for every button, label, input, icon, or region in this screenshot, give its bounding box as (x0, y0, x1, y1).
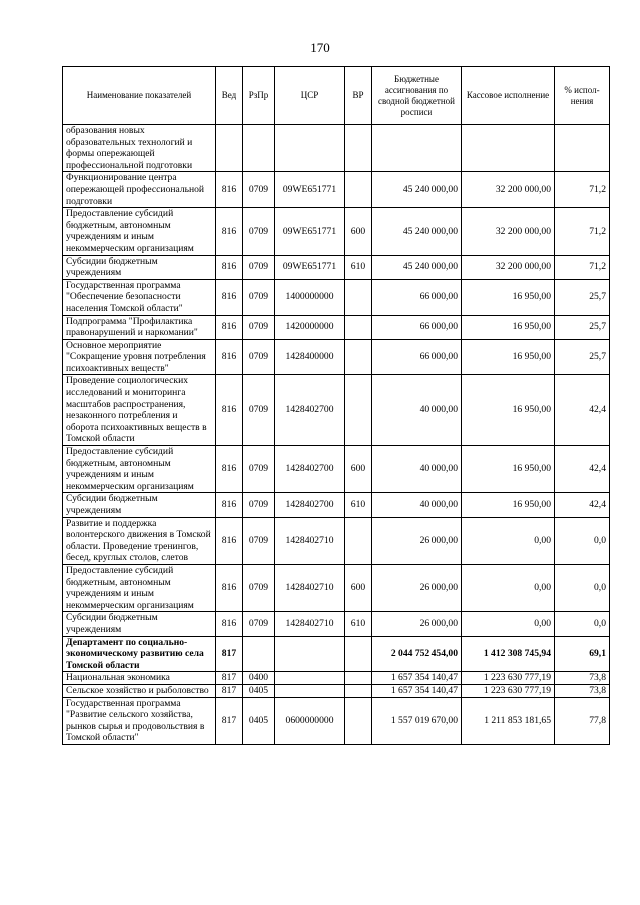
cell-ved: 816 (216, 279, 243, 315)
cell-percent: 0,0 (555, 517, 610, 564)
header-csr: ЦСР (275, 67, 345, 125)
table-row (63, 697, 610, 744)
table-row (63, 172, 610, 208)
cell-rzpr: 0709 (243, 315, 275, 339)
page-number: 170 (310, 40, 330, 55)
cell-name: Предоставление субсидий бюджетным, автономным учреждениям и иным некоммерческим организациям (63, 564, 216, 611)
cell-budget: 45 240 000,00 (372, 255, 462, 279)
cell-budget: 66 000,00 (372, 339, 462, 375)
cell-rzpr: 0709 (243, 493, 275, 517)
cell-rzpr: 0709 (243, 375, 275, 446)
budget-execution-table (62, 66, 610, 745)
cell-budget (372, 125, 462, 172)
cell-budget: 66 000,00 (372, 279, 462, 315)
cell-name: Государственная программа "Обеспечение безопасности населения Томской области" (63, 279, 216, 315)
cell-cash: 16 950,00 (462, 339, 555, 375)
cell-vr (345, 684, 372, 697)
cell-rzpr: 0709 (243, 279, 275, 315)
cell-name: Подпрограмма "Профилактика правонарушений и наркомании" (63, 315, 216, 339)
cell-budget: 66 000,00 (372, 315, 462, 339)
table-row (63, 125, 610, 172)
cell-csr: 1428402710 (275, 517, 345, 564)
cell-cash: 0,00 (462, 564, 555, 611)
header-budget: Бюджетные ассигнования по сводной бюджетной росписи (372, 67, 462, 125)
cell-percent: 71,2 (555, 208, 610, 255)
cell-vr: 610 (345, 255, 372, 279)
cell-percent: 42,4 (555, 446, 610, 493)
cell-rzpr: 0709 (243, 255, 275, 279)
cell-ved: 816 (216, 339, 243, 375)
cell-percent: 73,8 (555, 672, 610, 685)
cell-rzpr: 0405 (243, 697, 275, 744)
cell-rzpr: 0709 (243, 208, 275, 255)
cell-csr: 1428400000 (275, 339, 345, 375)
cell-name: Проведение социологических исследований и мониторинга масштабов распространения, незаконного потребления и оборота психоактивных веществ в Томской области (63, 375, 216, 446)
table-row (63, 636, 610, 672)
cell-cash: 1 211 853 181,65 (462, 697, 555, 744)
cell-name: Предоставление субсидий бюджетным, автономным учреждениям и иным некоммерческим организациям (63, 446, 216, 493)
cell-name: Основное мероприятие "Сокращение уровня потребления психоактивных веществ" (63, 339, 216, 375)
cell-name: Национальная экономика (63, 672, 216, 685)
cell-csr: 1428402710 (275, 612, 345, 636)
cell-cash: 16 950,00 (462, 493, 555, 517)
cell-percent: 77,8 (555, 697, 610, 744)
cell-csr: 09WE651771 (275, 172, 345, 208)
cell-budget: 1 657 354 140,47 (372, 672, 462, 685)
header-cash: Кассовое исполнение (462, 67, 555, 125)
table-row (63, 208, 610, 255)
cell-budget: 45 240 000,00 (372, 172, 462, 208)
cell-percent: 42,4 (555, 493, 610, 517)
cell-vr: 610 (345, 612, 372, 636)
cell-ved: 817 (216, 672, 243, 685)
cell-csr: 1428402700 (275, 493, 345, 517)
cell-name: Субсидии бюджетным учреждениям (63, 493, 216, 517)
cell-budget: 45 240 000,00 (372, 208, 462, 255)
table-row (63, 255, 610, 279)
cell-ved: 816 (216, 172, 243, 208)
cell-name: Сельское хозяйство и рыболовство (63, 684, 216, 697)
cell-budget: 40 000,00 (372, 375, 462, 446)
cell-budget: 1 557 019 670,00 (372, 697, 462, 744)
cell-csr: 09WE651771 (275, 255, 345, 279)
header-rzpr: РзПр (243, 67, 275, 125)
cell-percent: 71,2 (555, 255, 610, 279)
header-ved: Вед (216, 67, 243, 125)
cell-budget: 1 657 354 140,47 (372, 684, 462, 697)
table-row (63, 279, 610, 315)
cell-vr: 600 (345, 446, 372, 493)
cell-cash: 16 950,00 (462, 279, 555, 315)
cell-csr: 1420000000 (275, 315, 345, 339)
cell-rzpr: 0709 (243, 612, 275, 636)
header-vr: ВР (345, 67, 372, 125)
cell-ved (216, 125, 243, 172)
cell-csr: 0600000000 (275, 697, 345, 744)
cell-cash: 0,00 (462, 517, 555, 564)
cell-name: Субсидии бюджетным учреждениям (63, 612, 216, 636)
cell-name: Департамент по социально-экономическому развитию села Томской области (63, 636, 216, 672)
cell-cash: 16 950,00 (462, 375, 555, 446)
cell-budget: 26 000,00 (372, 517, 462, 564)
cell-budget: 26 000,00 (372, 612, 462, 636)
cell-rzpr: 0709 (243, 564, 275, 611)
table-row (63, 612, 610, 636)
cell-vr (345, 172, 372, 208)
cell-rzpr: 0709 (243, 446, 275, 493)
cell-cash: 16 950,00 (462, 315, 555, 339)
cell-vr (345, 636, 372, 672)
cell-rzpr: 0405 (243, 684, 275, 697)
cell-csr (275, 684, 345, 697)
table-row (63, 446, 610, 493)
cell-cash: 1 223 630 777,19 (462, 672, 555, 685)
cell-budget: 40 000,00 (372, 446, 462, 493)
cell-vr (345, 697, 372, 744)
cell-csr: 1428402700 (275, 375, 345, 446)
cell-csr: 09WE651771 (275, 208, 345, 255)
cell-cash: 1 223 630 777,19 (462, 684, 555, 697)
cell-percent: 0,0 (555, 564, 610, 611)
table-row (63, 493, 610, 517)
cell-vr (345, 279, 372, 315)
cell-percent: 73,8 (555, 684, 610, 697)
cell-ved: 816 (216, 446, 243, 493)
table-row (63, 315, 610, 339)
cell-percent: 25,7 (555, 339, 610, 375)
cell-rzpr: 0709 (243, 517, 275, 564)
cell-cash: 32 200 000,00 (462, 208, 555, 255)
cell-percent: 25,7 (555, 279, 610, 315)
cell-budget: 40 000,00 (372, 493, 462, 517)
cell-vr (345, 517, 372, 564)
cell-ved: 816 (216, 208, 243, 255)
cell-rzpr: 0400 (243, 672, 275, 685)
table-row (63, 517, 610, 564)
cell-vr: 600 (345, 564, 372, 611)
cell-cash: 32 200 000,00 (462, 255, 555, 279)
header-name: Наименование показателей (63, 67, 216, 125)
cell-percent: 25,7 (555, 315, 610, 339)
cell-cash: 16 950,00 (462, 446, 555, 493)
cell-cash: 32 200 000,00 (462, 172, 555, 208)
cell-csr (275, 672, 345, 685)
cell-ved: 816 (216, 493, 243, 517)
cell-rzpr: 0709 (243, 339, 275, 375)
cell-vr: 600 (345, 208, 372, 255)
cell-ved: 817 (216, 636, 243, 672)
cell-ved: 816 (216, 375, 243, 446)
header-percent: % испол-нения (555, 67, 610, 125)
cell-rzpr: 0709 (243, 172, 275, 208)
cell-rzpr (243, 125, 275, 172)
cell-vr (345, 315, 372, 339)
cell-vr (345, 339, 372, 375)
cell-ved: 816 (216, 612, 243, 636)
cell-percent (555, 125, 610, 172)
cell-percent: 0,0 (555, 612, 610, 636)
table-header-row (63, 67, 610, 125)
cell-percent: 71,2 (555, 172, 610, 208)
cell-name: образования новых образовательных технологий и формы опережающей профессиональной подготовки (63, 125, 216, 172)
cell-percent: 69,1 (555, 636, 610, 672)
cell-cash: 0,00 (462, 612, 555, 636)
cell-name: Функционирование центра опережающей профессиональной подготовки (63, 172, 216, 208)
cell-name: Развитие и поддержка волонтерского движения в Томской области. Проведение тренингов, бесед, круглых столов, слетов (63, 517, 216, 564)
cell-csr: 1400000000 (275, 279, 345, 315)
cell-budget: 2 044 752 454,00 (372, 636, 462, 672)
cell-vr (345, 375, 372, 446)
cell-csr (275, 636, 345, 672)
cell-cash: 1 412 308 745,94 (462, 636, 555, 672)
cell-ved: 816 (216, 564, 243, 611)
cell-csr (275, 125, 345, 172)
table-row (63, 564, 610, 611)
cell-percent: 42,4 (555, 375, 610, 446)
table-row (63, 672, 610, 685)
cell-vr (345, 672, 372, 685)
cell-ved: 816 (216, 255, 243, 279)
cell-vr: 610 (345, 493, 372, 517)
cell-ved: 816 (216, 517, 243, 564)
table-row (63, 684, 610, 697)
table-row (63, 339, 610, 375)
cell-cash (462, 125, 555, 172)
cell-ved: 816 (216, 315, 243, 339)
cell-ved: 817 (216, 697, 243, 744)
cell-name: Государственная программа "Развитие сельского хозяйства, рынков сырья и продовольствия в Томской области" (63, 697, 216, 744)
cell-rzpr (243, 636, 275, 672)
cell-ved: 817 (216, 684, 243, 697)
cell-csr: 1428402700 (275, 446, 345, 493)
cell-budget: 26 000,00 (372, 564, 462, 611)
cell-vr (345, 125, 372, 172)
cell-csr: 1428402710 (275, 564, 345, 611)
cell-name: Предоставление субсидий бюджетным, автономным учреждениям и иным некоммерческим организациям (63, 208, 216, 255)
cell-name: Субсидии бюджетным учреждениям (63, 255, 216, 279)
table-row (63, 375, 610, 446)
